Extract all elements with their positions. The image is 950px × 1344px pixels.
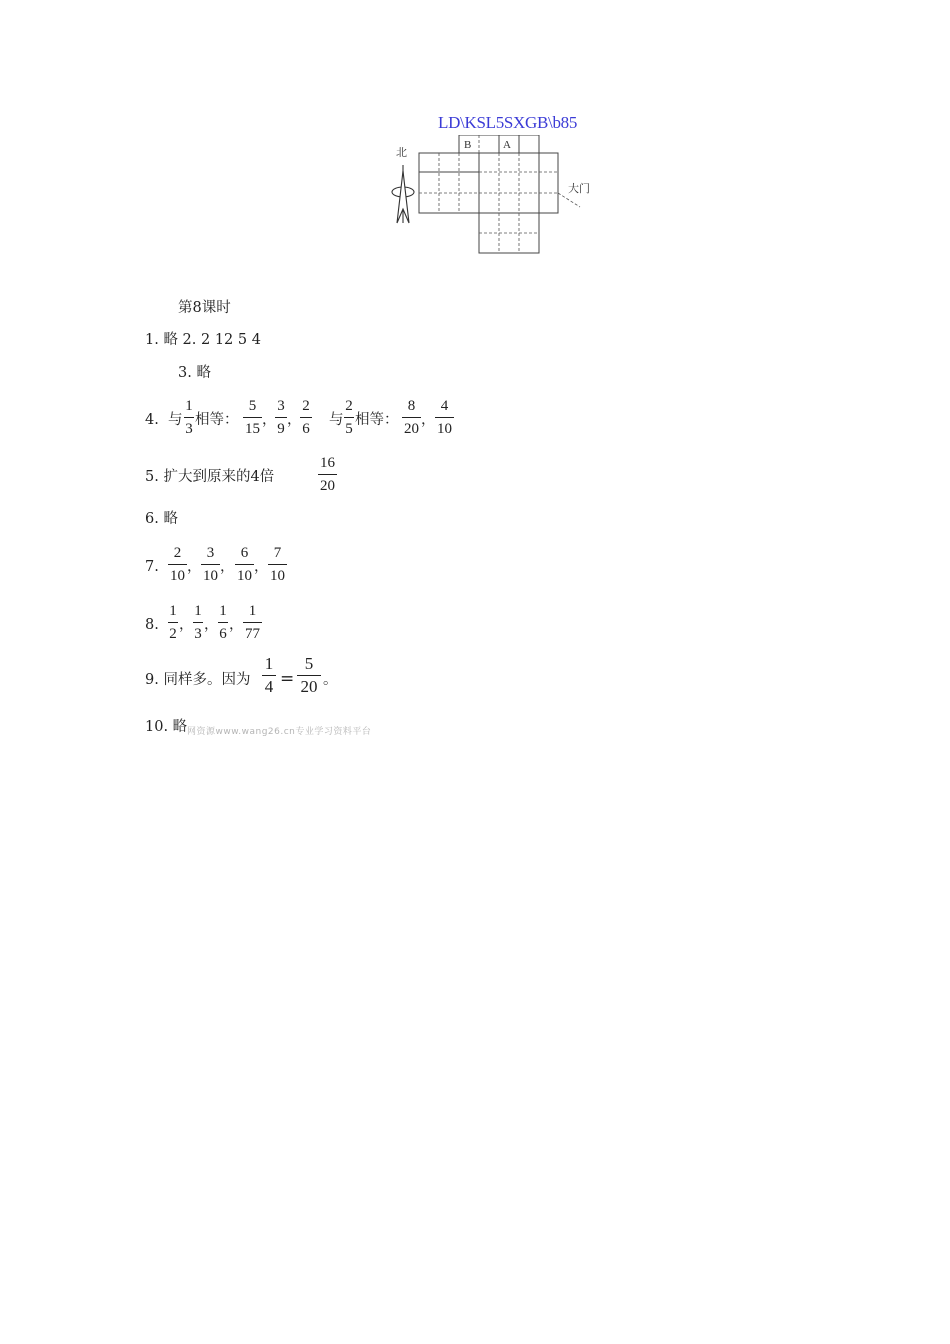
equals-sign: =: [280, 669, 295, 689]
answer-5: 5. 扩大到原来的4倍: [145, 469, 275, 485]
fraction-8-20: 8 20: [404, 398, 419, 437]
answer-4-number: 4.: [145, 412, 159, 428]
separator: ，: [421, 412, 436, 428]
fraction-5-20: 5 20: [297, 655, 321, 696]
fraction-4-10: 4 10: [437, 398, 452, 437]
fraction-5-15: 5 15: [245, 398, 260, 437]
answer-4-with-1: 与: [168, 412, 183, 428]
fraction-1-4: 1 4: [262, 655, 276, 696]
fraction-2-6: 2 6: [300, 397, 312, 438]
fraction-1-6: 1 6: [219, 603, 227, 642]
fraction-3-10: 3 10: [203, 545, 218, 584]
fraction-1-77: 1 77: [245, 603, 260, 642]
gate-label: 大门: [568, 182, 590, 195]
fraction-1-3: 1 3: [185, 398, 193, 437]
answer-4-equal-2: 相等：: [355, 412, 399, 428]
answer-6: 6. 略: [145, 511, 178, 527]
answer-4-with-2: 与: [329, 412, 344, 428]
answer-10: 10. 略: [145, 719, 188, 735]
compass-icon: [392, 165, 414, 223]
north-label: 北: [396, 146, 407, 159]
answer-9: 9. 同样多。因为: [145, 672, 251, 688]
fraction-2-5: 2 5: [345, 398, 353, 437]
separator: ，: [254, 559, 269, 575]
fraction-16-20: 16 20: [320, 455, 335, 494]
answer-1-2: 1. 略 2. 2 12 5 4: [145, 332, 261, 348]
answer-8-number: 8.: [145, 617, 159, 633]
answer-3: 3. 略: [178, 365, 211, 381]
fraction-1-3b: 1 3: [194, 603, 202, 642]
fraction-7-10: 7 10: [270, 545, 285, 584]
separator: ，: [220, 559, 235, 575]
separator: ，: [187, 559, 202, 575]
school-map-diagram: [390, 135, 600, 260]
fraction-6-10: 6 10: [237, 545, 252, 584]
separator: ，: [204, 617, 219, 633]
lesson-title: 第8课时: [178, 300, 231, 316]
separator: ，: [287, 412, 302, 428]
cell-b-label: B: [464, 139, 472, 151]
fraction-3-9: 3 9: [275, 397, 287, 438]
answer-7-number: 7.: [145, 559, 159, 575]
period: 。: [323, 672, 338, 688]
watermark: 网资源www.wang26.cn专业学习资料平台: [187, 727, 372, 737]
figure-reference: LD\KSL5SXGB\b85: [438, 113, 578, 132]
fraction-2-10: 2 10: [170, 545, 185, 584]
separator: ，: [229, 617, 244, 633]
fraction-1-2: 1 2: [169, 603, 177, 642]
answer-4-equal-1: 相等：: [195, 412, 239, 428]
cell-a-label: A: [503, 139, 511, 151]
separator: ，: [262, 412, 277, 428]
separator: ，: [179, 617, 194, 633]
